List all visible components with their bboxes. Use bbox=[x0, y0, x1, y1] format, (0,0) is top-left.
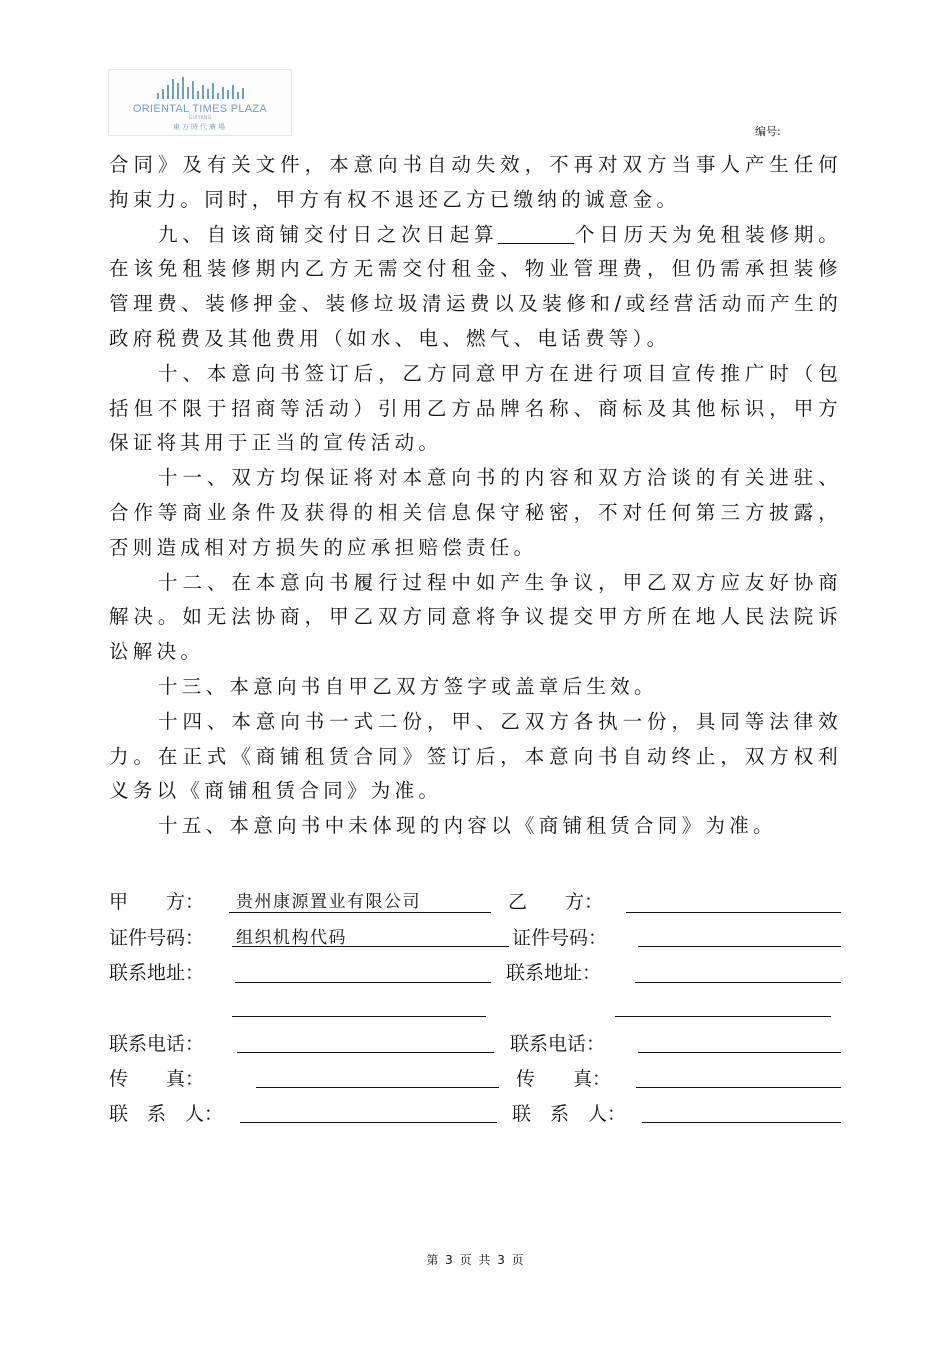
paragraph-continuation: 合同》及有关文件，本意向书自动失效，不再对双方当事人产生任何拘束力。同时，甲方有权不退还乙方已缴纳的诚意金。 bbox=[109, 153, 842, 211]
phone-line-b[interactable] bbox=[638, 1052, 841, 1053]
logo-bar bbox=[172, 79, 174, 99]
contact-label-b: 联 系 人： bbox=[512, 1103, 627, 1125]
logo-bars-icon bbox=[157, 77, 247, 99]
id-value-a: 组织机构代码 bbox=[236, 928, 347, 948]
logo-bar bbox=[157, 93, 159, 99]
party-a-line[interactable] bbox=[229, 912, 491, 913]
address-label-b: 联系地址： bbox=[506, 962, 602, 984]
page-footer: 第 3 页 共 3 页 bbox=[426, 1253, 524, 1267]
logo-bar bbox=[177, 83, 179, 99]
company-logo bbox=[108, 69, 292, 136]
address-line-a-2[interactable] bbox=[232, 1016, 486, 1017]
party-a-value: 贵州康源置业有限公司 bbox=[236, 892, 421, 912]
clause-9-lead: 九、自该商铺交付日之次日起算 bbox=[158, 222, 499, 246]
id-line-a[interactable] bbox=[232, 946, 509, 947]
logo-city: GUIYANG bbox=[188, 115, 212, 121]
clause-13: 十三、本意向书自甲乙双方签字或盖章后生效。 bbox=[158, 674, 658, 698]
contact-label-a: 联 系 人： bbox=[109, 1103, 224, 1125]
logo-bar bbox=[182, 77, 184, 99]
party-b-label: 乙 方： bbox=[508, 891, 604, 913]
fax-label-b: 传 真： bbox=[516, 1068, 612, 1090]
logo-bar bbox=[197, 91, 199, 99]
address-label-a: 联系地址： bbox=[109, 962, 205, 984]
address-line-a[interactable] bbox=[235, 982, 491, 983]
party-a-label: 甲 方： bbox=[109, 891, 205, 913]
fax-line-a[interactable] bbox=[256, 1087, 499, 1088]
fax-line-b[interactable] bbox=[636, 1087, 841, 1088]
fax-label-a: 传 真： bbox=[109, 1068, 205, 1090]
clause-10: 十、本意向书签订后，乙方同意甲方在进行项目宣传推广时（包括但不限于招商等活动）引用乙方品牌名称、商标及其他标识，甲方保证将其用于正当的宣传活动。 bbox=[109, 361, 842, 455]
logo-bar bbox=[202, 85, 204, 99]
logo-chinese-name: 東方時代廣場 bbox=[173, 123, 227, 131]
logo-bar bbox=[162, 89, 164, 99]
logo-bar bbox=[212, 83, 214, 99]
phone-line-a[interactable] bbox=[237, 1052, 494, 1053]
logo-bar bbox=[192, 81, 194, 99]
logo-bar bbox=[242, 88, 244, 99]
id-label-a: 证件号码： bbox=[109, 927, 205, 949]
id-line-b[interactable] bbox=[638, 946, 841, 947]
serial-number-label: 编号: bbox=[755, 125, 781, 138]
logo-bar bbox=[187, 87, 189, 99]
clause-14: 十四、本意向书一式二份，甲、乙双方各执一份，具同等法律效力。在正式《商铺租赁合同》签订后，本意向书自动终止，双方权利义务以《商铺租赁合同》为准。 bbox=[109, 709, 842, 803]
logo-bar bbox=[227, 90, 229, 99]
contact-line-a[interactable] bbox=[240, 1122, 497, 1123]
phone-label-a: 联系电话： bbox=[109, 1033, 205, 1055]
logo-english-name: ORIENTAL TIMES PLAZA bbox=[132, 103, 268, 115]
clause-12: 十二、在本意向书履行过程中如产生争议，甲乙双方应友好协商解决。如无法协商，甲乙双方同意将争议提交甲方所在地人民法院诉讼解决。 bbox=[109, 570, 842, 664]
phone-label-b: 联系电话： bbox=[510, 1033, 606, 1055]
address-line-b-2[interactable] bbox=[615, 1016, 831, 1017]
address-line-b[interactable] bbox=[635, 982, 841, 983]
id-label-b: 证件号码： bbox=[512, 927, 608, 949]
clause-9 bbox=[109, 218, 842, 357]
logo-bar bbox=[217, 93, 219, 99]
document-body bbox=[109, 148, 842, 844]
rent-free-days-blank[interactable] bbox=[498, 223, 574, 244]
clause-11: 十一、双方均保证将对本意向书的内容和双方洽谈的有关进驻、合作等商业条件及获得的相关信息保守秘密，不对任何第三方披露，否则造成相对方损失的应承担赔偿责任。 bbox=[109, 466, 842, 559]
logo-bar bbox=[207, 89, 209, 99]
party-b-line[interactable] bbox=[626, 912, 841, 913]
clause-9-rest: 个日历天为免租装修期。在该免租装修期内乙方无需交付租金、物业管理费，但仍需承担装修管理费、装修押金、装修垃圾清运费以及装修和/或经营活动而产生的政府税费及其他费用（如水、电、燃气、电话费等）。 bbox=[109, 222, 842, 350]
logo-bar bbox=[232, 85, 234, 99]
logo-bar bbox=[222, 87, 224, 99]
clause-15: 十五、本意向书中未体现的内容以《商铺租赁合同》为准。 bbox=[158, 814, 777, 838]
logo-bar bbox=[237, 92, 239, 99]
contact-line-b[interactable] bbox=[642, 1122, 841, 1123]
logo-bar bbox=[167, 85, 169, 99]
